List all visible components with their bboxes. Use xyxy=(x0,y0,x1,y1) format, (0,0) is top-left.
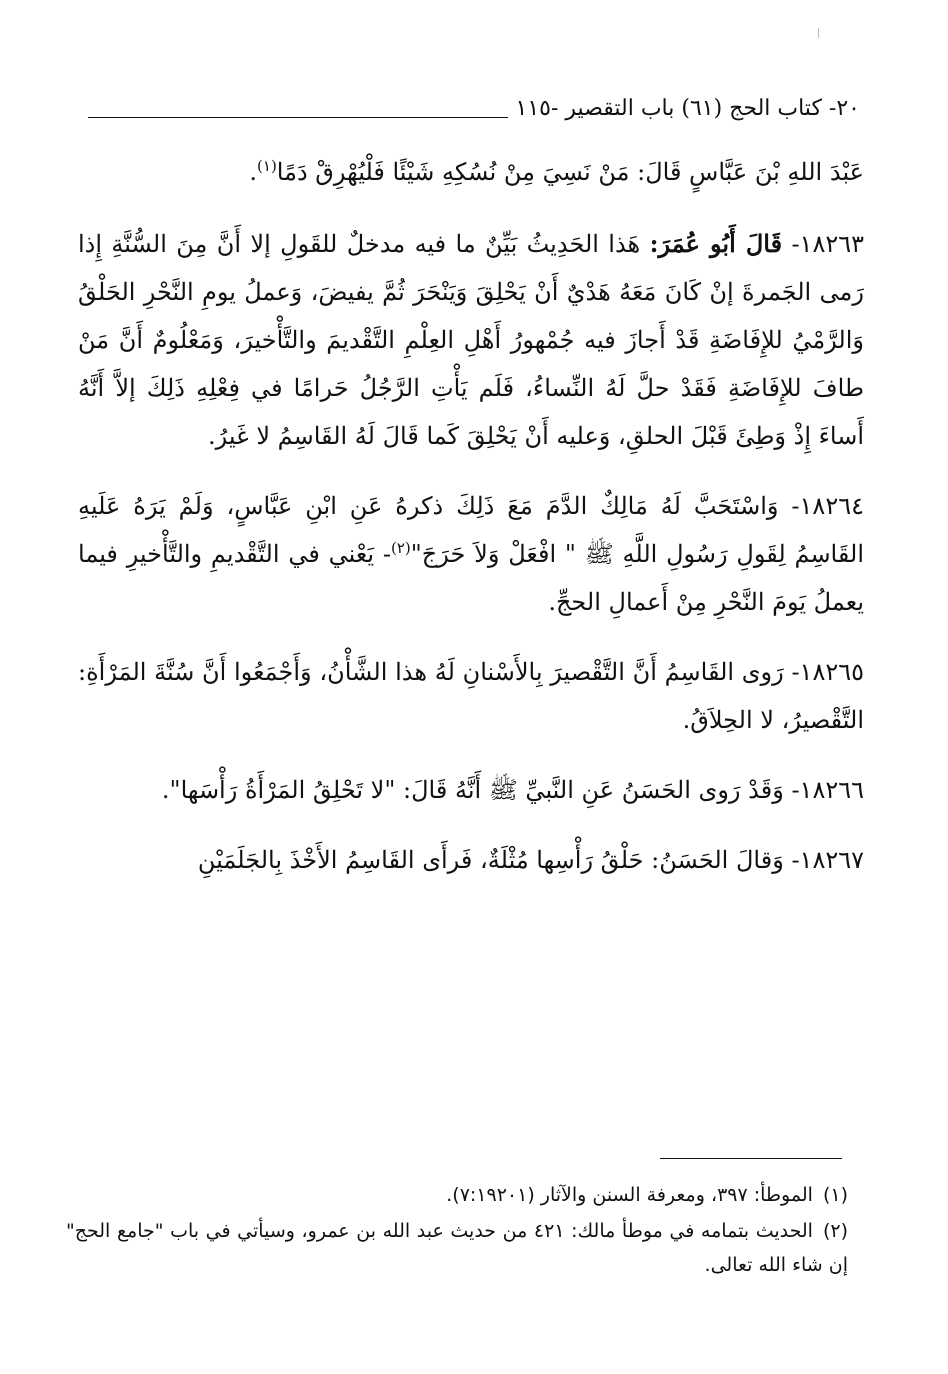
paragraph-text: وَاسْتَحَبَّ لَهُ مَالِكٌ الدَّمَ مَعَ ذَلِكَ ذكرهُ عَنِ ابْنِ عَبَّاسٍ، وَلَمْ يَرَهُ عَلَيهِ القَاسِمُ لِقَولِ رَسُولِ اللَّهِ ﷺ " افْعَلْ وَلاَ حَرَجَ" xyxy=(78,492,864,568)
paragraph-number: ١٨٢٦٥- xyxy=(791,658,864,686)
paragraph-number: ١٨٢٦٧- xyxy=(791,846,864,874)
paragraph-text: وَقالَ الحَسَنُ: حَلْقُ رَأْسِها مُثْلَةٌ، فَرأَى القَاسِمُ الأَخْذَ بِالجَلَمَيْنِ xyxy=(197,846,784,874)
speaker-attribution: قَالَ أَبُو عُمَرَ: xyxy=(649,229,783,258)
footnote-text: الحديث بتمامه في موطأ مالك: ٤٢١ من حديث عبد الله بن عمرو، وسيأتي في باب "جامع الحج" إن شاء الله تعالى. xyxy=(66,1220,848,1276)
paragraph-18266 xyxy=(78,766,864,814)
footnote-2 xyxy=(66,1214,848,1282)
paragraph-text: رَوى القَاسِمُ أَنَّ التَّقْصيرَ بِالأَسْنانِ لَهُ هذا الشَّأْنُ، وَأَجْمَعُوا أَنَّ سُنَّةَ المَرْأَةِ: التَّقْصيرُ، لا الحِلاَقُ. xyxy=(78,658,864,734)
header-rule xyxy=(88,116,508,118)
running-header xyxy=(88,84,860,124)
footnotes xyxy=(66,1178,848,1284)
paragraph-18265 xyxy=(78,648,864,744)
footnote-1 xyxy=(66,1178,848,1212)
paragraph-number: ١٨٢٦٦- xyxy=(791,776,864,804)
footnote-ref-2: (٢) xyxy=(390,539,411,557)
paragraph-tail: - يَعْني في التَّقْديمِ والتَّأْخيرِ فيما يعملُ يَومَ النَّحْرِ مِنْ أَعمالِ الحجِّ. xyxy=(78,540,864,616)
footnote-separator xyxy=(660,1158,842,1159)
footnote-ref-1: (١) xyxy=(257,157,277,175)
paragraph-continuation xyxy=(78,148,864,196)
footnote-label: (١) xyxy=(822,1184,848,1206)
main-text xyxy=(78,148,864,906)
paragraph-text: هَذا الحَدِيثُ بَيِّنٌ ما فيه مدخلٌ للقَولِ إلا أَنَّ مِنَ السُّنَّةِ إِذا رَمى الجَمرةَ إنْ كَانَ مَعَهُ هَدْيٌ أَنْ يَحْلِقَ وَيَنْحَرَ ثُمَّ يفيضَ، وَعملُ يومِ النَّحْرِ الحَلْقُ وَالرَّمْيُ للإِفَاضَةِ قَدْ أَجازَ فيه جُمْهورُ أَهْلِ العِلْمِ التَّقْديمَ والتَّأْخيرَ، وَمَعْلُومٌ أَنَّ مَنْ طافَ للإِفَاضَةِ فَقَدْ حلَّ لَهُ النِّساءُ، فَلَم يَأْتِ الرَّجُلُ حَرامًا في فِعْلِهِ ذَلِكَ إلاَّ أَنَّهُ أَساءَ إِذْ وَطِئَ قَبْلَ الحلقِ، وَعليه أَنْ يَحْلِقَ كَما قَالَ لَهُ القَاسِمُ لا غَيرُ. xyxy=(78,230,864,450)
running-title: ٢٠- كتاب الحج (٦١) باب التقصير -١١٥ xyxy=(515,96,860,121)
paragraph-18267 xyxy=(78,836,864,884)
paragraph-tail: . xyxy=(249,158,258,186)
paragraph-number: ١٨٢٦٤- xyxy=(791,492,864,520)
footnote-text: الموطأ: ٣٩٧، ومعرفة السنن والآثار (٧:١٩٢٠١). xyxy=(446,1184,813,1206)
scan-mark xyxy=(818,28,823,38)
footnote-label: (٢) xyxy=(822,1220,849,1242)
paragraph-number: ١٨٢٦٣- xyxy=(791,230,864,258)
paragraph-text: وَقَدْ رَوى الحَسَنُ عَنِ النَّبيِّ ﷺ أَنَّهُ قَالَ: "لا تَحْلِقُ المَرْأَةُ رَأْسَها". xyxy=(161,776,784,804)
paragraph-text: عَبْدَ اللهِ بْنَ عَبَّاسٍ قَالَ: مَنْ نَسِيَ مِنْ نُسُكِهِ شَيْئًا فَلْيُهْرِقْ دَمًا xyxy=(276,158,864,186)
paragraph-18263 xyxy=(78,220,864,460)
paragraph-18264 xyxy=(78,482,864,626)
